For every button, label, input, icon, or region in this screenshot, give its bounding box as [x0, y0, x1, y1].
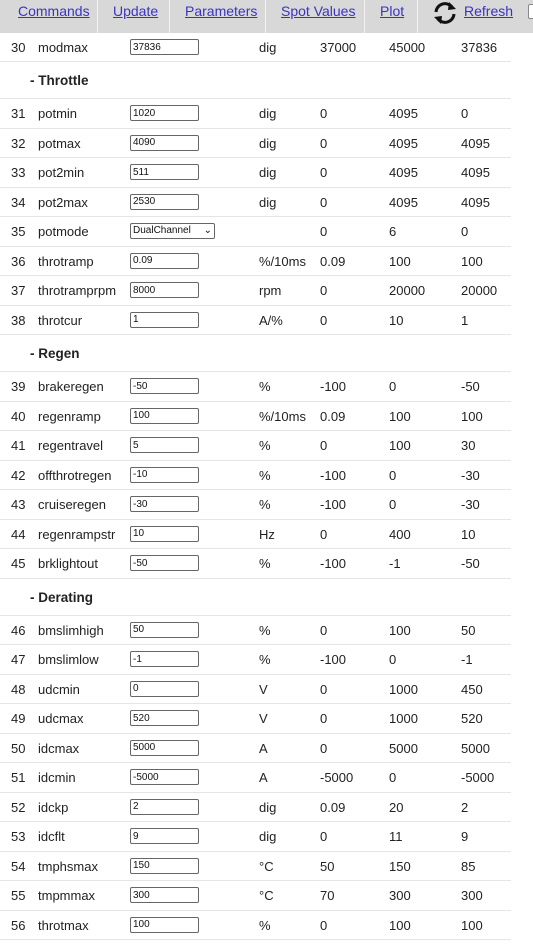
param-row: [0, 99, 511, 129]
param-value-input[interactable]: [130, 740, 199, 756]
nav-bar: [0, 0, 533, 33]
parameter-table: [0, 33, 511, 940]
param-name: pot2min: [38, 165, 85, 180]
param-value-input[interactable]: [130, 437, 199, 453]
param-max: -1: [389, 556, 401, 571]
param-default: -50: [461, 556, 480, 571]
param-unit: %/10ms: [259, 253, 306, 269]
param-max: 6: [389, 224, 397, 239]
param-max: 10: [389, 312, 404, 328]
param-row: [0, 158, 511, 188]
param-max: 100: [389, 622, 411, 638]
param-max: 4095: [389, 106, 418, 121]
section-label: - Throttle: [30, 73, 89, 88]
param-unit: %: [259, 622, 271, 638]
param-name: regentravel: [38, 438, 104, 453]
param-unit: dig: [259, 194, 277, 210]
param-index: 53: [11, 829, 26, 844]
chevron-down-icon: ⌄: [203, 225, 212, 236]
param-index: 34: [11, 194, 26, 210]
param-min: 0: [320, 622, 328, 638]
param-default: -1: [461, 652, 473, 667]
param-row: [0, 431, 511, 461]
param-name: throtmax: [38, 917, 89, 933]
param-unit: %: [259, 556, 271, 571]
param-row: [0, 129, 511, 159]
param-max: 150: [389, 858, 411, 874]
param-default: 0: [461, 224, 469, 239]
param-row: [0, 881, 511, 911]
param-default: 30: [461, 438, 476, 453]
param-unit: Hz: [259, 526, 275, 542]
param-max: 1000: [389, 681, 418, 697]
param-max: 0: [389, 652, 397, 667]
param-default: 0: [461, 106, 469, 121]
param-min: 50: [320, 858, 335, 874]
nav-commands-link[interactable]: Commands: [18, 3, 90, 19]
param-min: -100: [320, 652, 347, 667]
nav-parameters-link[interactable]: Parameters: [185, 3, 258, 19]
param-index: 46: [11, 622, 26, 638]
param-unit: dig: [259, 40, 277, 55]
nav-divider: [364, 0, 365, 33]
param-min: -100: [320, 556, 347, 571]
param-unit: dig: [259, 829, 277, 844]
param-row: [0, 188, 511, 218]
param-default: 9: [461, 829, 469, 844]
param-max: 4095: [389, 165, 418, 180]
param-min: 0: [320, 711, 328, 726]
param-index: 31: [11, 106, 26, 121]
param-max: 20: [389, 799, 404, 815]
param-unit: rpm: [259, 283, 282, 298]
param-name: throtramp: [38, 253, 94, 269]
section-label: - Regen: [30, 346, 80, 361]
param-max: 300: [389, 888, 411, 903]
param-index: 32: [11, 135, 26, 151]
auto-refresh-checkbox[interactable]: [528, 4, 533, 19]
param-value-input[interactable]: [130, 378, 199, 394]
param-row: [0, 372, 511, 402]
param-index: 50: [11, 740, 26, 756]
param-max: 100: [389, 917, 411, 933]
param-row: [0, 704, 511, 734]
param-index: 40: [11, 408, 26, 424]
param-min: -5000: [320, 770, 354, 785]
nav-divider: [97, 0, 98, 33]
param-value-input[interactable]: [130, 858, 199, 874]
param-min: 0: [320, 740, 328, 756]
param-index: 54: [11, 858, 26, 874]
param-value-input[interactable]: [130, 467, 199, 483]
param-min: 0: [320, 829, 328, 844]
param-min: 0.09: [320, 253, 346, 269]
nav-plot-link[interactable]: Plot: [380, 3, 405, 19]
section-header: [0, 579, 511, 616]
param-index: 55: [11, 888, 26, 903]
param-index: 36: [11, 253, 26, 269]
param-index: 33: [11, 165, 26, 180]
param-value-input[interactable]: [130, 164, 199, 180]
param-default: 10: [461, 526, 476, 542]
param-min: 0: [320, 106, 328, 121]
param-index: 45: [11, 556, 26, 571]
param-default: 20000: [461, 283, 498, 298]
param-row: [0, 461, 511, 491]
nav-divider: [417, 0, 418, 33]
param-index: 48: [11, 681, 26, 697]
param-unit: %: [259, 652, 271, 667]
param-min: -100: [320, 379, 347, 394]
param-name: potmode: [38, 224, 89, 239]
param-row: [0, 306, 511, 336]
param-name: regenramp: [38, 408, 101, 424]
param-min: 0: [320, 438, 328, 453]
param-name: idcflt: [38, 829, 65, 844]
param-row: [0, 822, 511, 852]
param-max: 100: [389, 438, 411, 453]
param-row: [0, 911, 511, 941]
param-mode-select[interactable]: [130, 223, 215, 239]
param-default: 100: [461, 917, 483, 933]
param-name: idckp: [38, 799, 69, 815]
param-unit: %: [259, 467, 271, 483]
param-index: 38: [11, 312, 26, 328]
param-max: 45000: [389, 40, 426, 55]
param-row: [0, 852, 511, 882]
param-unit: °C: [259, 858, 274, 874]
param-max: 0: [389, 770, 397, 785]
param-default: -30: [461, 467, 480, 483]
section-header: [0, 335, 511, 372]
section-label: - Derating: [30, 589, 94, 605]
param-index: 56: [11, 917, 26, 933]
param-row: [0, 402, 511, 432]
param-unit: dig: [259, 799, 277, 815]
param-value-input[interactable]: [130, 710, 199, 726]
param-name: idcmax: [38, 740, 80, 756]
param-name: bmslimhigh: [38, 622, 104, 638]
param-unit: A/%: [259, 312, 283, 328]
param-unit: V: [259, 681, 268, 697]
param-min: -100: [320, 467, 347, 483]
param-unit: dig: [259, 165, 277, 180]
param-name: idcmin: [38, 770, 76, 785]
param-min: -100: [320, 497, 347, 512]
param-row: [0, 490, 511, 520]
param-value-input[interactable]: [130, 622, 199, 638]
param-name: tmpmmax: [38, 888, 96, 903]
param-unit: %: [259, 379, 271, 394]
param-row: [0, 616, 511, 646]
param-value-input[interactable]: [130, 135, 199, 151]
param-unit: A: [259, 740, 268, 756]
param-unit: %: [259, 917, 271, 933]
param-default: 520: [461, 711, 483, 726]
param-index: 37: [11, 283, 26, 298]
param-default: 85: [461, 858, 476, 874]
param-row: [0, 549, 511, 579]
param-value-input[interactable]: [130, 39, 199, 55]
param-value-input[interactable]: [130, 917, 199, 933]
param-value-input[interactable]: [130, 253, 199, 269]
select-value: DualChannel: [133, 225, 191, 236]
param-value-input[interactable]: [130, 105, 199, 121]
param-value-input[interactable]: [130, 555, 199, 571]
param-index: 35: [11, 224, 26, 239]
param-min: 0: [320, 312, 328, 328]
param-name: cruiseregen: [38, 497, 106, 512]
param-default: 4095: [461, 194, 490, 210]
param-unit: A: [259, 770, 268, 785]
param-name: regenrampstr: [38, 526, 116, 542]
param-max: 4095: [389, 135, 418, 151]
param-name: udcmin: [38, 681, 80, 697]
param-index: 39: [11, 379, 26, 394]
param-row: [0, 33, 511, 62]
param-min: 0: [320, 135, 328, 151]
param-value-input[interactable]: [130, 496, 199, 512]
param-max: 5000: [389, 740, 418, 756]
param-index: 30: [11, 40, 26, 55]
param-name: brakeregen: [38, 379, 104, 394]
param-row: [0, 520, 511, 550]
param-min: 0: [320, 917, 328, 933]
param-value-input[interactable]: [130, 887, 199, 903]
param-name: pot2max: [38, 194, 88, 210]
param-index: 42: [11, 467, 26, 483]
param-max: 0: [389, 497, 397, 512]
param-value-input[interactable]: [130, 282, 199, 298]
param-default: -5000: [461, 770, 495, 785]
param-name: throtcur: [38, 312, 83, 328]
section-header: [0, 62, 511, 99]
param-row: [0, 217, 511, 247]
param-min: 0: [320, 283, 328, 298]
param-unit: °C: [259, 888, 274, 903]
param-max: 100: [389, 253, 411, 269]
param-value-input[interactable]: [130, 681, 199, 697]
param-index: 44: [11, 526, 26, 542]
param-default: 1: [461, 312, 469, 328]
param-name: offthrotregen: [38, 467, 112, 483]
param-unit: V: [259, 711, 268, 726]
param-row: [0, 645, 511, 675]
param-default: 2: [461, 799, 469, 815]
param-min: 70: [320, 888, 335, 903]
param-value-input[interactable]: [130, 651, 199, 667]
param-max: 0: [389, 467, 397, 483]
param-index: 49: [11, 711, 26, 726]
param-default: 50: [461, 622, 476, 638]
param-index: 41: [11, 438, 26, 453]
param-min: 0.09: [320, 408, 346, 424]
param-row: [0, 675, 511, 705]
param-default: 4095: [461, 135, 490, 151]
param-unit: %: [259, 438, 271, 453]
param-value-input[interactable]: [130, 828, 199, 844]
param-default: 450: [461, 681, 483, 697]
param-max: 0: [389, 379, 397, 394]
param-min: 0: [320, 526, 328, 542]
param-max: 11: [389, 829, 403, 844]
param-unit: dig: [259, 135, 277, 151]
nav-spot-values-link[interactable]: Spot Values: [281, 3, 356, 19]
param-default: 5000: [461, 740, 490, 756]
param-default: 4095: [461, 165, 490, 180]
param-min: 0: [320, 681, 328, 697]
refresh-icon[interactable]: [432, 1, 458, 25]
param-min: 0.09: [320, 799, 346, 815]
param-default: 100: [461, 408, 483, 424]
param-max: 400: [389, 526, 411, 542]
param-row: [0, 793, 511, 823]
param-row: [0, 734, 511, 764]
param-unit: dig: [259, 106, 277, 121]
param-row: [0, 276, 511, 306]
param-index: 51: [11, 770, 26, 785]
param-unit: %: [259, 497, 271, 512]
param-name: modmax: [38, 40, 88, 55]
param-max: 4095: [389, 194, 418, 210]
param-index: 52: [11, 799, 26, 815]
param-index: 47: [11, 652, 26, 667]
param-name: bmslimlow: [38, 652, 99, 667]
nav-divider: [169, 0, 170, 33]
param-value-input[interactable]: [130, 312, 199, 328]
param-default: 37836: [461, 40, 498, 55]
param-default: -50: [461, 379, 480, 394]
param-min: 0: [320, 224, 328, 239]
param-max: 100: [389, 408, 411, 424]
param-value-input[interactable]: [130, 408, 199, 424]
param-default: 100: [461, 253, 483, 269]
param-name: udcmax: [38, 711, 84, 726]
param-default: 300: [461, 888, 483, 903]
param-value-input[interactable]: [130, 526, 199, 542]
param-min: 0: [320, 165, 328, 180]
nav-update-link[interactable]: Update: [113, 3, 159, 19]
param-min: 37000: [320, 40, 357, 55]
param-value-input[interactable]: [130, 194, 199, 210]
param-name: tmphsmax: [38, 858, 98, 874]
param-row: [0, 247, 511, 277]
param-min: 0: [320, 194, 328, 210]
param-name: potmax: [38, 135, 81, 151]
param-value-input[interactable]: [130, 799, 199, 815]
param-unit: %/10ms: [259, 408, 306, 424]
nav-refresh-link[interactable]: Refresh: [464, 3, 514, 19]
param-name: throtramprpm: [38, 283, 117, 298]
nav-divider: [265, 0, 266, 33]
param-max: 1000: [389, 711, 418, 726]
param-index: 43: [11, 497, 26, 512]
param-default: -30: [461, 497, 480, 512]
param-value-input[interactable]: [130, 769, 199, 785]
param-name: potmin: [38, 106, 78, 121]
param-name: brklightout: [38, 556, 98, 571]
param-row: [0, 763, 511, 793]
param-max: 20000: [389, 283, 426, 298]
